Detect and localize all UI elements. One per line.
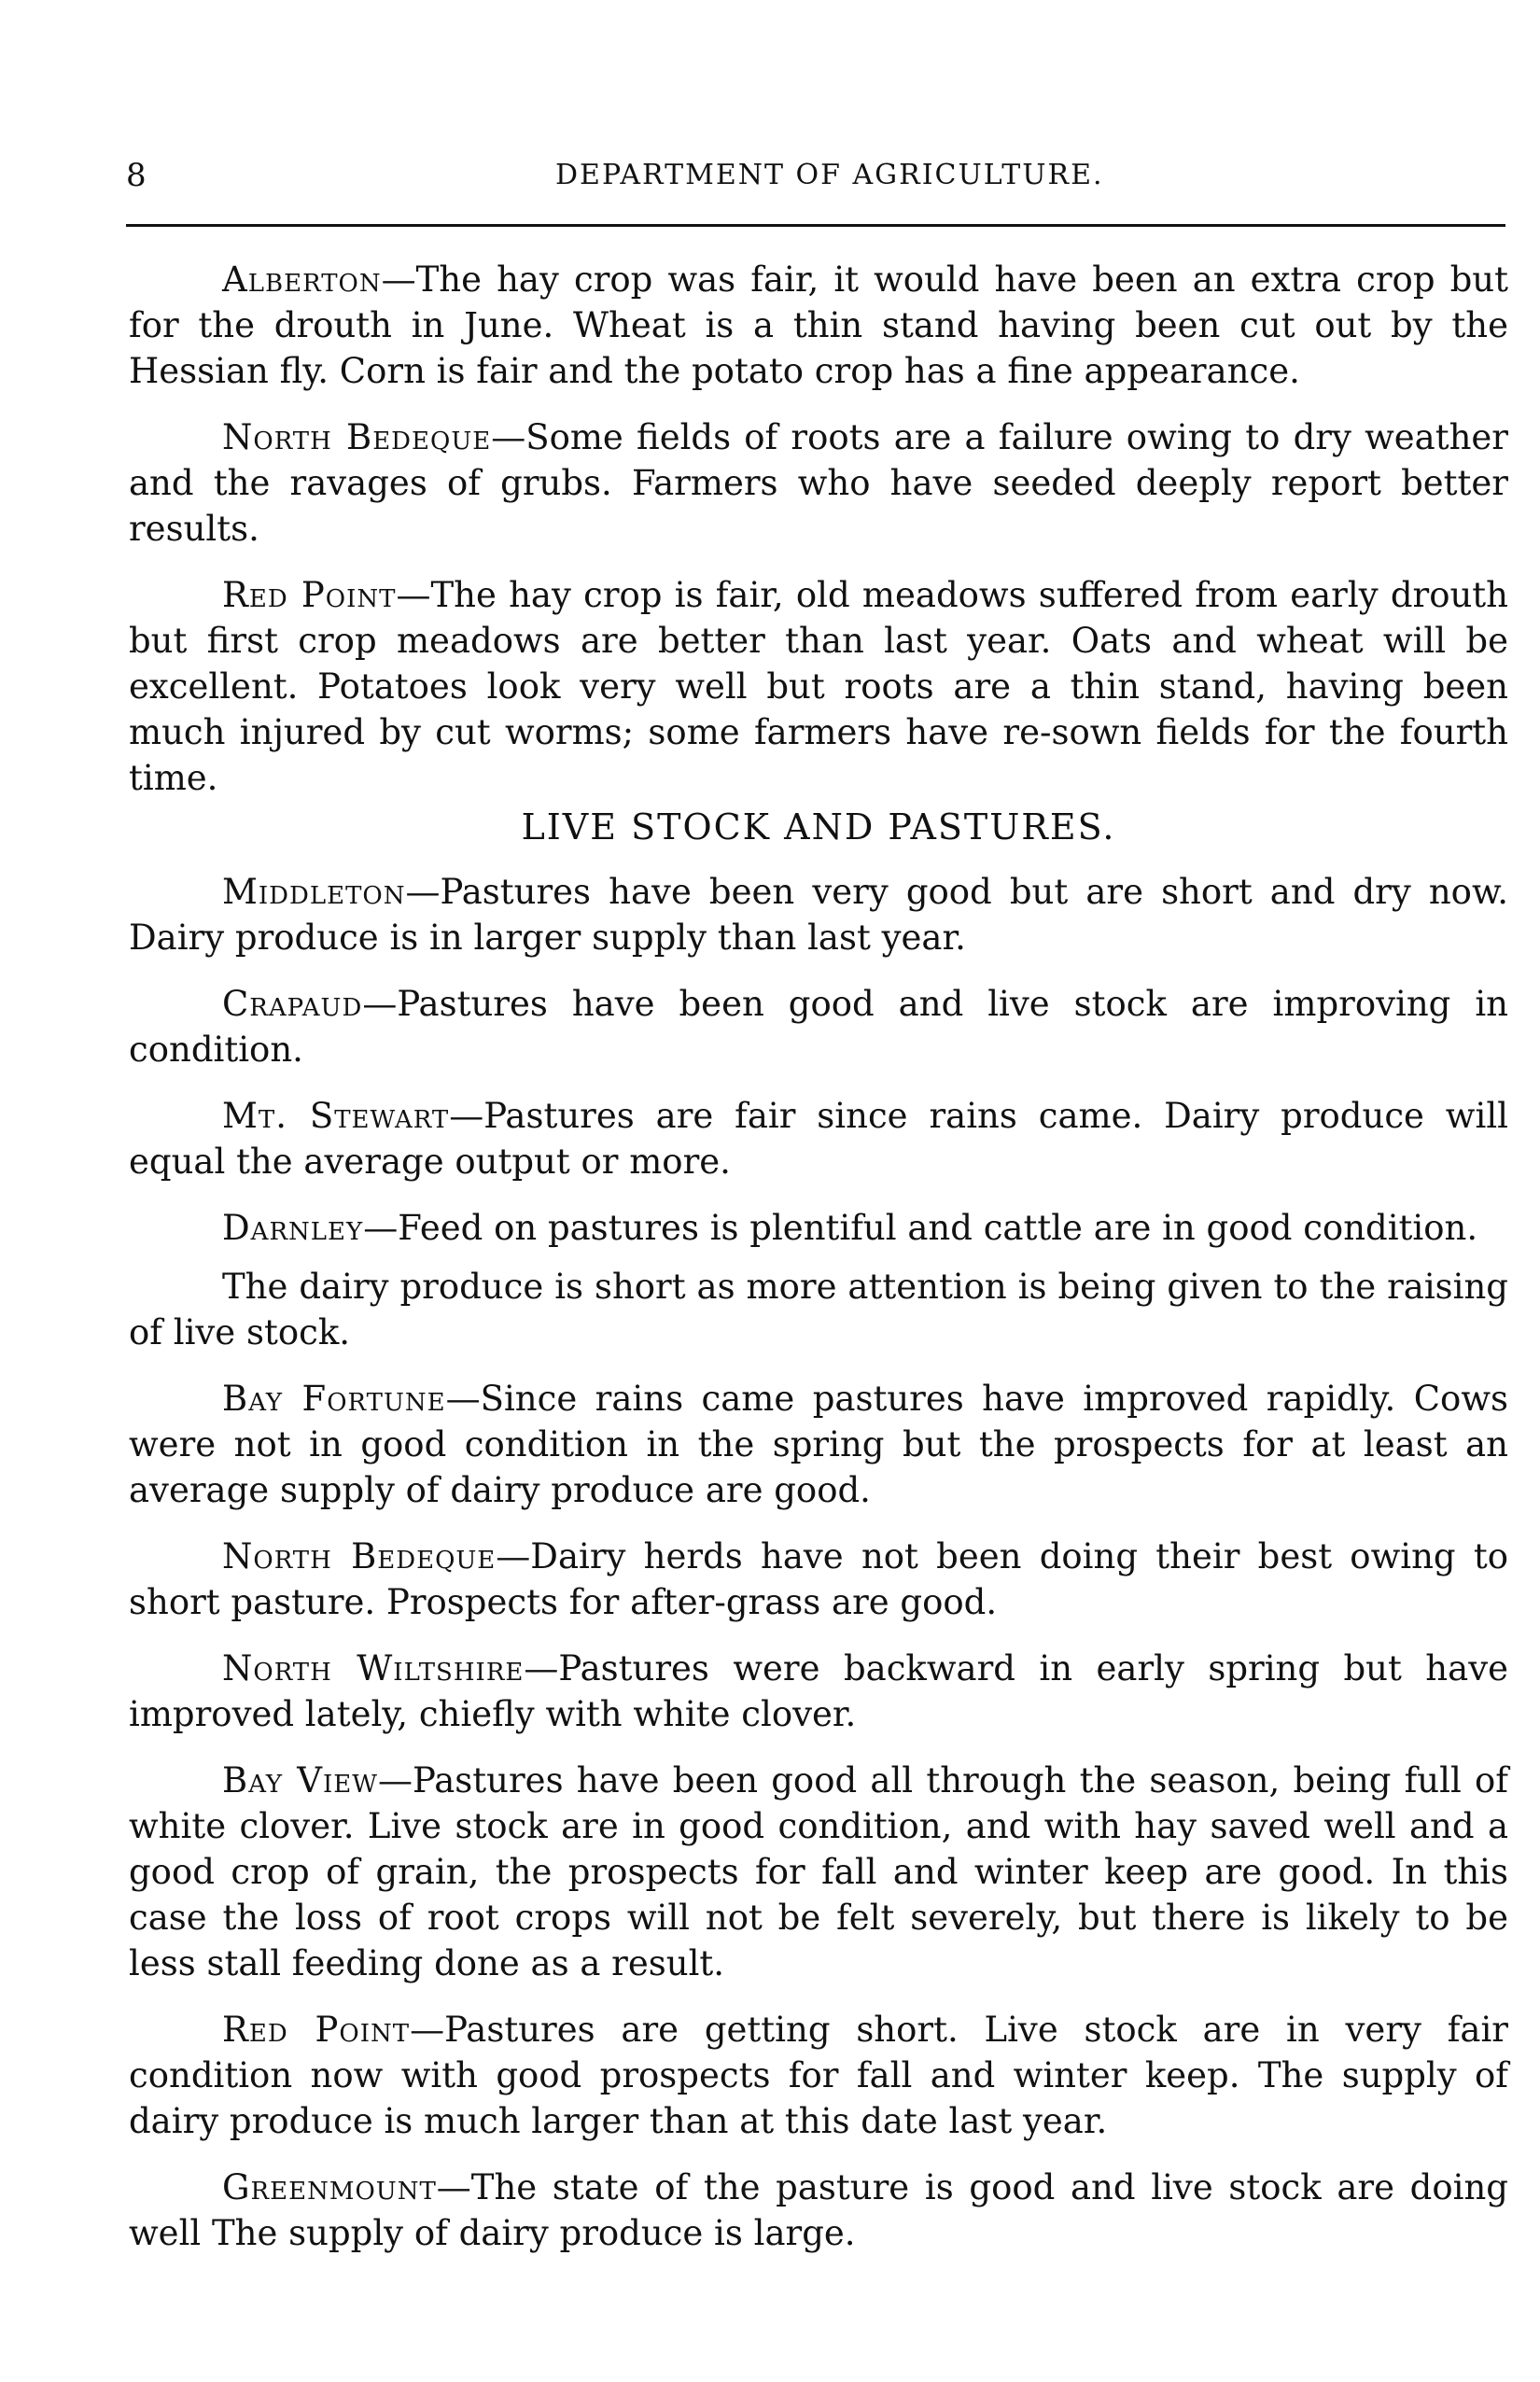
- header-rule: [126, 224, 1505, 227]
- report-paragraph: [129, 572, 1508, 801]
- report-text: —The hay crop is fair, old meadows suffered from early drouth but first crop meadows are better than last year. Oats and wheat will be excellent. Potatoes look very well but roots are a thin stand, having been much injured by cut worms; some farmers have re-sown fields for the fourth time.: [129, 575, 1508, 798]
- report-text: —Feed on pastures is plentiful and cattle are in good condition.: [363, 1208, 1478, 1248]
- report-paragraph: [129, 1646, 1508, 1737]
- running-head: DEPARTMENT OF AGRICULTURE.: [555, 159, 1104, 191]
- place-name: Bay View: [222, 1760, 379, 1801]
- place-name: North Bedeque: [222, 417, 492, 457]
- report-paragraph: [129, 981, 1508, 1072]
- report-text: —Since rains came pastures have improved rapidly. Cows were not in good condition in the spring but the prospects for at least an average supply of dairy produce are good.: [129, 1379, 1508, 1510]
- report-text: The dairy produce is short as more attention is being given to the raising of live stock.: [129, 1267, 1508, 1352]
- report-text: —Pastures have been good and live stock are improving in condition.: [129, 984, 1508, 1070]
- report-paragraph: [129, 2007, 1508, 2144]
- place-name: Darnley: [222, 1208, 364, 1248]
- report-paragraph: [129, 257, 1508, 394]
- place-name: Middleton: [222, 872, 406, 912]
- report-text: —Pastures have been very good but are short and dry now. Dairy produce is in larger supply than last year.: [129, 872, 1508, 958]
- place-name: Crapaud: [222, 984, 363, 1024]
- page-number: 8: [126, 157, 147, 194]
- report-paragraph: [129, 869, 1508, 960]
- report-text: —Pastures were backward in early spring but have improved lately, chiefly with white clover.: [129, 1648, 1508, 1734]
- report-paragraph: [129, 1758, 1508, 1986]
- report-paragraph: [129, 414, 1508, 552]
- report-text: —Pastures have been good all through the season, being full of white clover. Live stock are in good condition, and with hay saved well and a good crop of grain, the prospects for fall and winter keep are good. In this case the loss of root crops will not be felt severely, but there is likely to be less stall feeding done as a result.: [129, 1760, 1508, 1983]
- place-name: Red Point: [222, 2010, 411, 2050]
- place-name: North Bedeque: [222, 1536, 497, 1576]
- place-name: Bay Fortune: [222, 1379, 446, 1419]
- report-text: —Pastures are getting short. Live stock are in very fair condition now with good prospects for fall and winter keep. The supply of dairy produce is much larger than at this date last year.: [129, 2010, 1508, 2141]
- report-text: —The state of the pasture is good and live stock are doing well The supply of dairy produce is large.: [129, 2167, 1508, 2253]
- report-paragraph: [129, 2165, 1508, 2256]
- place-name: Red Point: [222, 575, 397, 615]
- report-paragraph: [129, 1205, 1508, 1251]
- place-name: Alberton: [222, 259, 382, 300]
- report-text: —The hay crop was fair, it would have been an extra crop but for the drouth in June. Wheat is a thin stand having been cut out by the Hessian fly. Corn is fair and the potato crop has a fine appearance.: [129, 259, 1508, 391]
- place-name: North Wiltshire: [222, 1648, 525, 1688]
- place-name: Greenmount: [222, 2167, 437, 2207]
- place-name: Mt. Stewart: [222, 1096, 450, 1136]
- report-paragraph: [129, 1093, 1508, 1184]
- section-heading: LIVE STOCK AND PASTURES.: [521, 806, 1116, 848]
- report-text: —Some fields of roots are a failure owing to dry weather and the ravages of grubs. Farmers who have seeded deeply report better results.: [129, 417, 1508, 549]
- report-text: —Pastures are fair since rains came. Dairy produce will equal the average output or more.: [129, 1096, 1508, 1182]
- report-text: —Dairy herds have not been doing their best owing to short pasture. Prospects for after-grass are good.: [129, 1536, 1508, 1622]
- body-text: [129, 257, 1508, 2277]
- page-header: [126, 157, 1507, 213]
- report-paragraph: [129, 1376, 1508, 1513]
- report-paragraph: [129, 1264, 1508, 1355]
- report-paragraph: [129, 1534, 1508, 1625]
